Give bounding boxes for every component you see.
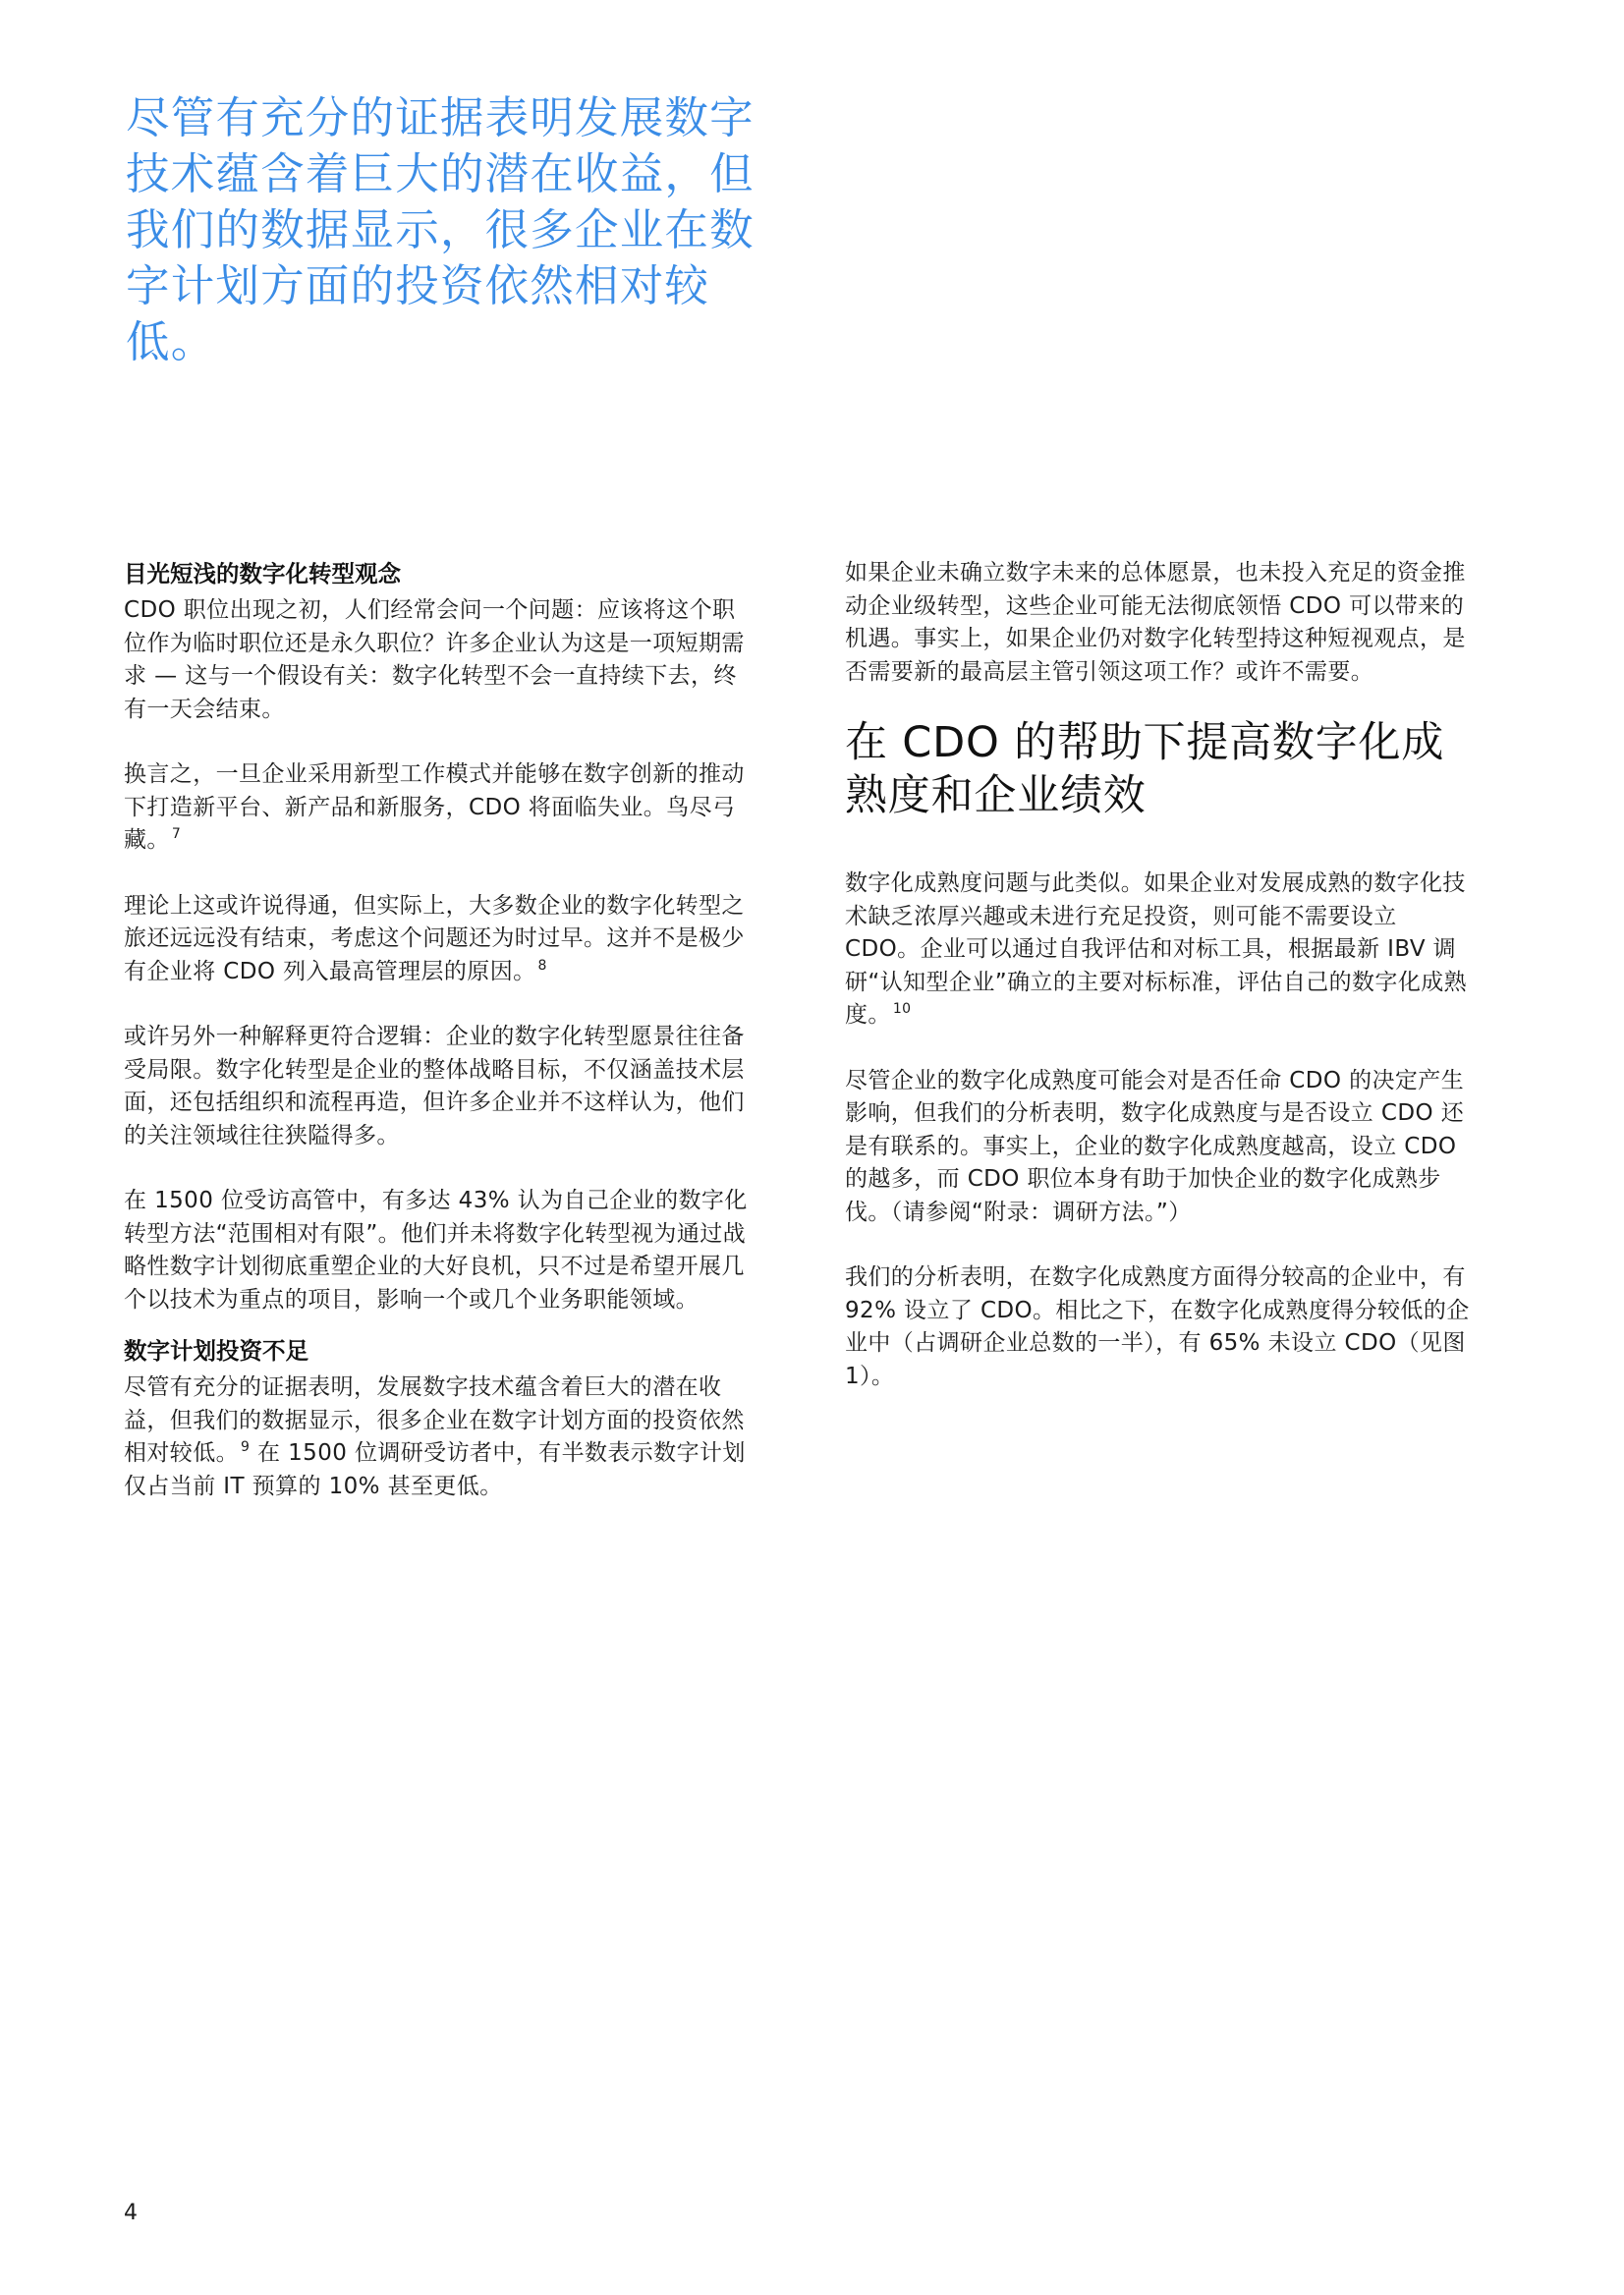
page-number: 4 (124, 2201, 138, 2225)
section-subheading-underinvestment: 数字计划投资不足 (124, 1337, 308, 1365)
section-heading: 在 CDO 的帮助下提高数字化成熟度和企业绩效 (845, 718, 1445, 820)
paragraph: CDO 职位出现之初，人们经常会问一个问题：应该将这个职位作为临时职位还是永久职位？许多企业认为这是一项短期需求 — 这与一个假设有关：数字化转型不会一直持续下去，终有一天会结束。 (124, 597, 745, 722)
paragraph-text: 理论上这或许说得通，但实际上，大多数企业的数字化转型之旅还远远没有结束，考虑这个问题还为时过早。这并不是极少有企业将 CDO 列入最高管理层的原因。 (124, 892, 745, 984)
paragraph: 或许另外一种解释更符合逻辑：企业的数字化转型愿景往往备受局限。数字化转型是企业的整体战略目标，不仅涵盖技术层面，还包括组织和流程再造，但许多企业并不这样认为，他们的关注领域往往狭隘得多。 (124, 1024, 745, 1148)
paragraph: 尽管企业的数字化成熟度可能会对是否任命 CDO 的决定产生影响，但我们的分析表明，数字化成熟度与是否设立 CDO 还是有联系的。事实上，企业的数字化成熟度越高，设立 CDO 的越多，而 CDO 职位本身有助于加快企业的数字化成熟步伐。（请参阅“附录：调研方法。”） (845, 1067, 1465, 1225)
right-column (845, 557, 1474, 1426)
footnote-ref: 8 (537, 957, 547, 974)
footnote-ref: 10 (892, 1001, 912, 1017)
paragraph (124, 1371, 753, 1503)
pull-quote: 尽管有充分的证据表明发展数字技术蕴含着巨大的潜在收益，但我们的数据显示，很多企业在数字计划方面的投资依然相对较低。 (126, 93, 755, 367)
footnote-ref: 9 (241, 1439, 251, 1455)
paragraph-text: 在 1500 位调研受访者中，有半数表示数字计划仅占当前 IT 预算的 10% 甚至更低。 (124, 1440, 746, 1499)
section-subheading-short-sighted: 目光短浅的数字化转型观念 (124, 560, 401, 588)
paragraph (124, 890, 753, 989)
paragraph: 如果企业未确立数字未来的总体愿景，也未投入充足的资金推动企业级转型，这些企业可能无法彻底领悟 CDO 可以带来的机遇。事实上，如果企业仍对数字化转型持这种短视观点，是否需要新的最高层主管引领这项工作？或许不需要。 (845, 560, 1466, 685)
paragraph-text: 数字化成熟度问题与此类似。如果企业对发展成熟的数字化技术缺乏浓厚兴趣或未进行充足投资，则可能不需要设立 CDO。企业可以通过自我评估和对标工具，根据最新 IBV 调研“认知型企业”确立的主要对标标准，评估自己的数字化成熟度。 (845, 870, 1468, 1028)
paragraph-text: 换言之，一旦企业采用新型工作模式并能够在数字创新的推动下打造新平台、新产品和新服务，CDO 将面临失业。鸟尽弓藏。 (124, 761, 745, 853)
paragraph: 在 1500 位受访高管中，有多达 43% 认为自己企业的数字化转型方法“范围相对有限”。他们并未将数字化转型视为通过战略性数字计划彻底重塑企业的大好良机，只不过是希望开展几个以技术为重点的项目，影响一个或几个业务职能领域。 (124, 1188, 748, 1313)
paragraph: 我们的分析表明，在数字化成熟度方面得分较高的企业中，有 92% 设立了 CDO。相比之下，在数字化成熟度得分较低的企业中（占调研企业总数的一半），有 65% 未设立 CDO（见图 1）。 (845, 1264, 1470, 1389)
left-column (124, 557, 753, 1536)
paragraph (124, 758, 753, 858)
paragraph (845, 868, 1474, 1033)
footnote-ref: 7 (171, 826, 182, 842)
paragraph-text: 尽管有充分的证据表明，发展数字技术蕴含着巨大的潜在收益，但我们的数据显示，很多企业在数字计划方面的投资依然相对较低。 (124, 1374, 745, 1466)
